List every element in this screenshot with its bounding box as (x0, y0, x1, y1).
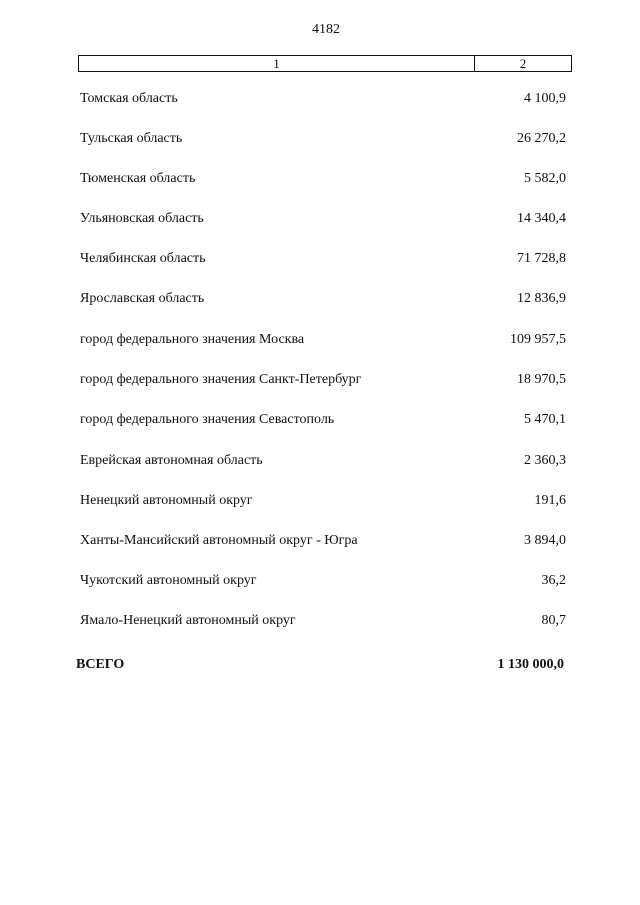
table-row (80, 330, 566, 350)
region-name: Еврейская автономная область (80, 453, 263, 468)
region-value: 26 270,2 (517, 131, 566, 146)
region-value: 14 340,4 (517, 211, 566, 226)
region-value: 4 100,9 (524, 91, 566, 106)
region-value: 71 728,8 (517, 251, 566, 266)
region-name: Челябинская область (80, 251, 206, 266)
table-header-col-1: 1 (79, 56, 475, 71)
table-row (80, 531, 566, 551)
table-header-col-2: 2 (519, 56, 527, 71)
region-name: Тульская область (80, 131, 183, 146)
table-row (80, 89, 566, 109)
region-name: город федерального значения Севастополь (80, 412, 335, 427)
table-row (80, 491, 566, 511)
table-row (80, 129, 566, 149)
table-row (80, 611, 566, 631)
region-name: Чукотский автономный округ (80, 573, 257, 588)
total-row (76, 655, 564, 675)
region-name: Ханты-Мансийский автономный округ - Югра (80, 533, 358, 548)
region-value: 3 894,0 (524, 533, 566, 548)
region-name: Тюменская область (80, 171, 196, 186)
region-name: Ярославская область (80, 291, 205, 306)
region-name: город федерального значения Москва (80, 332, 305, 347)
region-name: Томская область (80, 91, 178, 106)
total-label: ВСЕГО (76, 657, 125, 672)
table-row (80, 370, 566, 390)
table-row (80, 289, 566, 309)
region-value: 2 360,3 (524, 453, 566, 468)
region-value: 191,6 (534, 493, 566, 508)
region-name: Ненецкий автономный округ (80, 493, 253, 508)
region-name: Ямало-Ненецкий автономный округ (80, 613, 296, 628)
region-value: 36,2 (541, 573, 566, 588)
page-number: 4182 (312, 22, 340, 37)
table-row (80, 249, 566, 269)
table-row (80, 451, 566, 471)
table-row (80, 571, 566, 591)
table-header (78, 55, 572, 72)
total-value: 1 130 000,0 (497, 657, 564, 672)
region-value: 5 470,1 (524, 412, 566, 427)
table-row (80, 169, 566, 189)
region-name: город федерального значения Санкт-Петербург (80, 372, 362, 387)
region-value: 5 582,0 (524, 171, 566, 186)
region-value: 18 970,5 (517, 372, 566, 387)
region-value: 80,7 (541, 613, 566, 628)
table-row (80, 410, 566, 430)
region-value: 109 957,5 (510, 332, 566, 347)
region-value: 12 836,9 (517, 291, 566, 306)
table-row (80, 209, 566, 229)
region-name: Ульяновская область (80, 211, 204, 226)
